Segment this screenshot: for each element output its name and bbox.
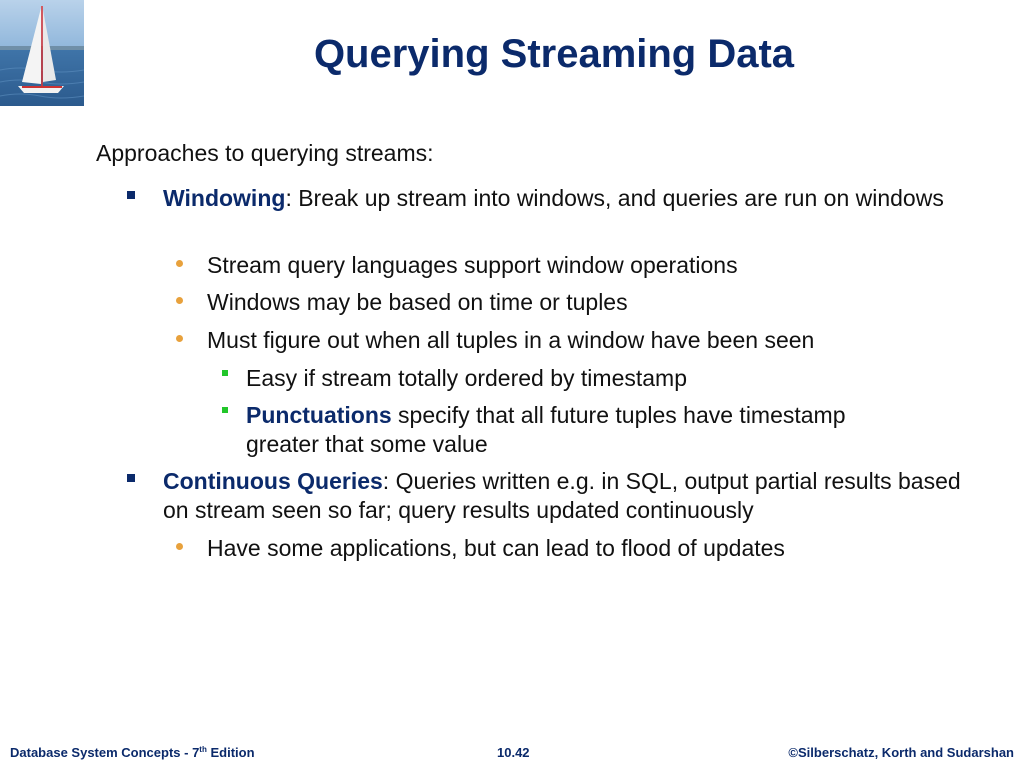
square-bullet-icon xyxy=(222,370,228,376)
footer-slide-number: 10.42 xyxy=(497,745,530,760)
punctuations-text: specify that all future tuples have timestamp greater that some value xyxy=(246,402,846,457)
footer-edition-sup: th xyxy=(199,745,207,754)
term-windowing: Windowing xyxy=(163,185,286,211)
windowing-text: : Break up stream into windows, and queries are run on windows xyxy=(285,185,944,211)
intro-text: Approaches to querying streams: xyxy=(96,140,434,166)
round-bullet-icon xyxy=(176,260,183,267)
footer-edition-label: Edition xyxy=(206,745,255,760)
term-continuous-queries: Continuous Queries xyxy=(163,468,383,494)
footer-book-title xyxy=(10,745,255,760)
round-bullet-icon xyxy=(176,297,183,304)
subbullet-all-tuples-seen: Must figure out when all tuples in a window have been seen xyxy=(207,327,815,353)
footer-copyright: ©Silberschatz, Korth and Sudarshan xyxy=(788,745,1014,760)
bullet-continuous-queries xyxy=(163,467,963,525)
subbullet-time-or-tuples: Windows may be based on time or tuples xyxy=(207,289,628,315)
subsubbullet-ordered-timestamp: Easy if stream totally ordered by timestamp xyxy=(246,365,687,391)
square-bullet-icon xyxy=(222,407,228,413)
square-bullet-icon xyxy=(127,191,135,199)
subsubbullet-punctuations xyxy=(246,401,906,459)
subbullet-window-operations: Stream query languages support window operations xyxy=(207,252,738,278)
slide-title: Querying Streaming Data xyxy=(313,32,795,76)
term-punctuations: Punctuations xyxy=(246,402,392,428)
square-bullet-icon xyxy=(127,474,135,482)
footer-book-title-main: Database System Concepts - 7 xyxy=(10,745,200,760)
continuous-queries-text: : Queries written e.g. in SQL, output partial results based on stream seen so far; query results updated continuously xyxy=(163,468,961,523)
slide-footer xyxy=(0,745,1024,765)
round-bullet-icon xyxy=(176,543,183,550)
subbullet-flood-of-updates: Have some applications, but can lead to flood of updates xyxy=(207,535,785,561)
bullet-windowing xyxy=(163,184,953,213)
round-bullet-icon xyxy=(176,335,183,342)
